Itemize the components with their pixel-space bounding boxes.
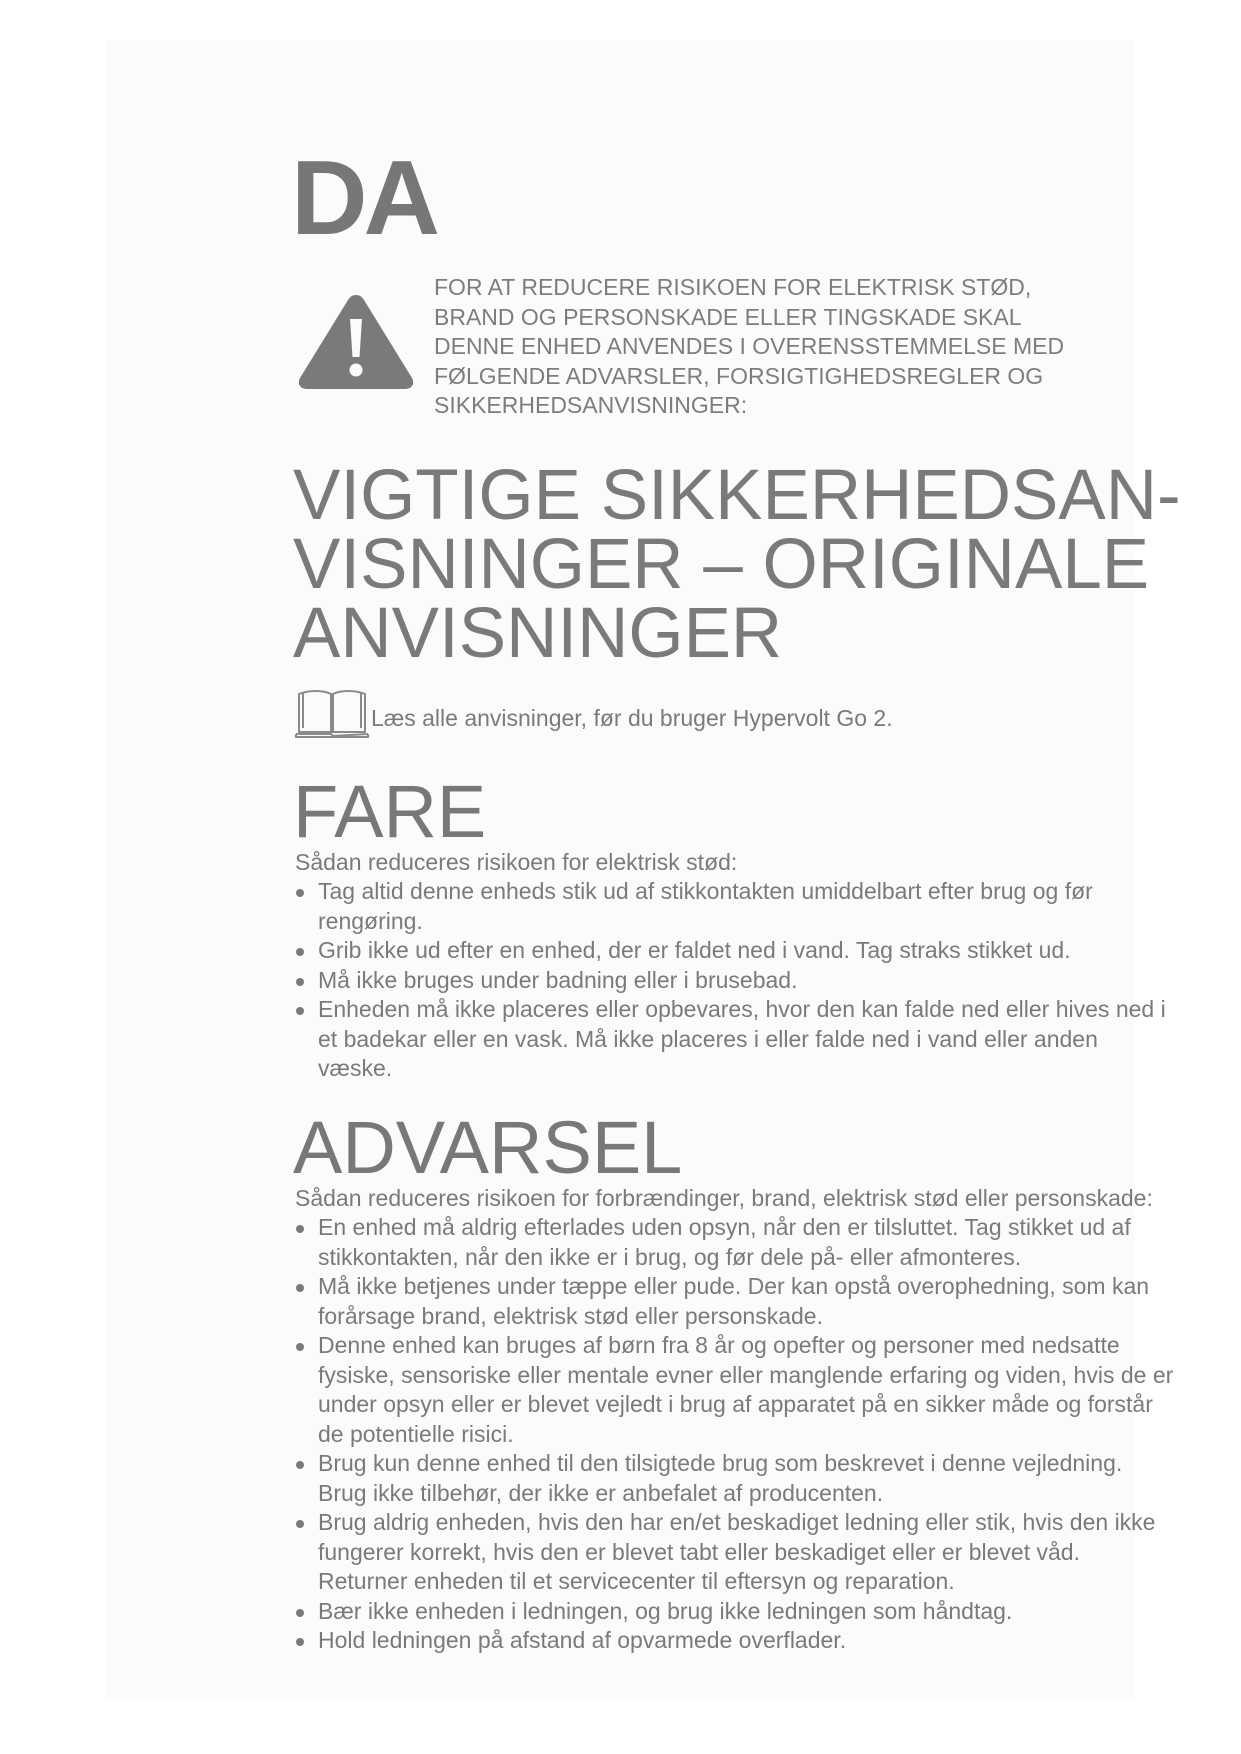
read-instructions-text: Læs alle anvisninger, før du bruger Hypervolt Go 2. (371, 705, 893, 731)
list-item: Denne enhed kan bruges af børn fra 8 år og opefter og personer med nedsatte fysiske, sensoriske eller mentale evner eller manglende erfaring og viden, hvis de er under opsyn eller er blevet vejledt i brug af apparatet på en sikker måde og forstår de potentielle risici. (295, 1331, 1175, 1449)
document-content (291, 139, 1181, 1656)
safety-warning-line: SIKKERHEDSANVISNINGER: (434, 392, 748, 418)
page-title (293, 455, 1181, 673)
list-item: Må ikke betjenes under tæppe eller pude. Der kan opstå overophedning, som kan forårsage brand, elektrisk stød eller personskade. (295, 1272, 1175, 1331)
advarsel-list (295, 1213, 1175, 1656)
list-item: Brug aldrig enheden, hvis den har en/et beskadiget ledning eller stik, hvis den ikke fungerer korrekt, hvis den er blevet tabt eller beskadiget eller er blevet våd. Returner enheden til et servicecenter til eftersyn og reparation. (295, 1508, 1175, 1597)
safety-warning-line: FOR AT REDUCERE RISIKOEN FOR ELEKTRISK STØD, (434, 274, 1032, 300)
safety-warning-text (434, 273, 1064, 421)
list-item: En enhed må aldrig efterlades uden opsyn, når den er tilsluttet. Tag stikket ud af stikkontakten, når den ikke er i brug, og før dele på- eller afmonteres. (295, 1213, 1175, 1272)
list-item: Bær ikke enheden i ledningen, og brug ikke ledningen som håndtag. (295, 1597, 1175, 1627)
list-item: Tag altid denne enheds stik ud af stikkontakten umiddelbart efter brug og før rengøring. (295, 877, 1175, 936)
fare-list (295, 877, 1175, 1084)
fare-intro: Sådan reduceres risikoen for elektrisk stød: (295, 848, 738, 875)
list-item: Hold ledningen på afstand af opvarmede overflader. (295, 1626, 1175, 1656)
safety-warning-line: DENNE ENHED ANVENDES I OVERENSSTEMMELSE MED (434, 333, 1065, 359)
list-item: Grib ikke ud efter en enhed, der er faldet ned i vand. Tag straks stikket ud. (295, 936, 1175, 966)
safety-warning-block (295, 273, 1175, 421)
safety-warning-line: BRAND OG PERSONSKADE ELLER TINGSKADE SKAL (434, 303, 1022, 330)
list-item: Må ikke bruges under badning eller i brusebad. (295, 966, 1175, 996)
advarsel-heading: ADVARSEL (293, 1105, 683, 1189)
fare-heading: FARE (293, 769, 487, 853)
page-title-line: VIGTIGE SIKKERHEDSAN- (293, 455, 1181, 535)
advarsel-intro: Sådan reduceres risikoen for forbrændinger, brand, elektrisk stød eller personskade: (295, 1184, 1153, 1211)
warning-triangle-icon (295, 289, 417, 391)
page-title-line: VISNINGER – ORIGINALE (293, 524, 1150, 604)
list-item: Enheden må ikke placeres eller opbevares, hvor den kan falde ned eller hives ned i et badekar eller en vask. Må ikke placeres i eller falde ned i vand eller anden væske. (295, 995, 1175, 1084)
list-item: Brug kun denne enhed til den tilsigtede brug som beskrevet i denne vejledning. Brug ikke tilbehør, der ikke er anbefalet af producenten. (295, 1449, 1175, 1508)
page-title-line: ANVISNINGER (293, 593, 783, 673)
language-code: DA (291, 139, 437, 257)
safety-warning-line: FØLGENDE ADVARSLER, FORSIGTIGHEDSREGLER OG (434, 362, 1044, 389)
document-page (105, 40, 1181, 1700)
book-icon (295, 686, 369, 740)
read-instructions-notice (295, 698, 1175, 740)
